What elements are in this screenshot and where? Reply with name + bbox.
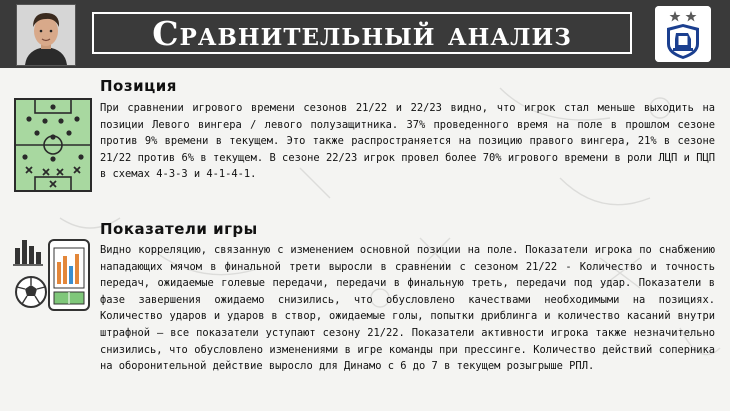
dynamo-logo-icon	[655, 6, 711, 62]
football-stats-icon	[11, 238, 95, 316]
section-text-position: При сравнении игрового времени сезонов 21/22 и 22/23 видно, что игрок стал меньше выходить на позиции Левого вингера / левого полузащитника. 37% проведенного время на поле в прошлом сезоне против 9% времени в текущем. Это также распространяется на позицию правого вингера, 21% в сезоне 21/22 против 6% в текущем. В сезоне 22/23 игрок провел более 70% игрового времени в роли ЛЦП и ПЦП в схемах 4-3-3 и 4-1-4-1.	[100, 102, 715, 181]
player-photo	[16, 4, 76, 66]
content-area	[0, 68, 730, 411]
football-pitch-icon	[13, 97, 93, 197]
page-title: Сравнительный анализ	[152, 13, 572, 53]
title-frame	[92, 12, 632, 54]
header-bar	[0, 0, 730, 68]
section-title-performance: Показатели игры	[100, 220, 258, 238]
section-text-performance: Видно корреляцию, связанную с изменением основной позиции на поле. Показатели игрока по снабжению нападающих мячом в финальной трети выросли в сравнении с сезоном 21/22 - Количество и точность передач, ожидаемые голевые передачи, передачи в финальную треть, передачи под удар. Показатели в фазе завершения ожидаемо снизились, что обусловлено качествами необходимыми на позициях. Количество ударов и ударов в створ, ожидаемые голы, попытки дриблинга и количество касаний внутри штрафной – все показатели уступают сезону 21/22. Показатели активности игрока также незначительно снизились, что обусловлено изменениями в игре команды при прессинге. Количество действий соперника на оборонительной действие выросло для Динамо с 6 до 7 в текущем розыгрыше РПЛ.	[100, 244, 715, 373]
section-title-position: Позиция	[100, 77, 177, 95]
